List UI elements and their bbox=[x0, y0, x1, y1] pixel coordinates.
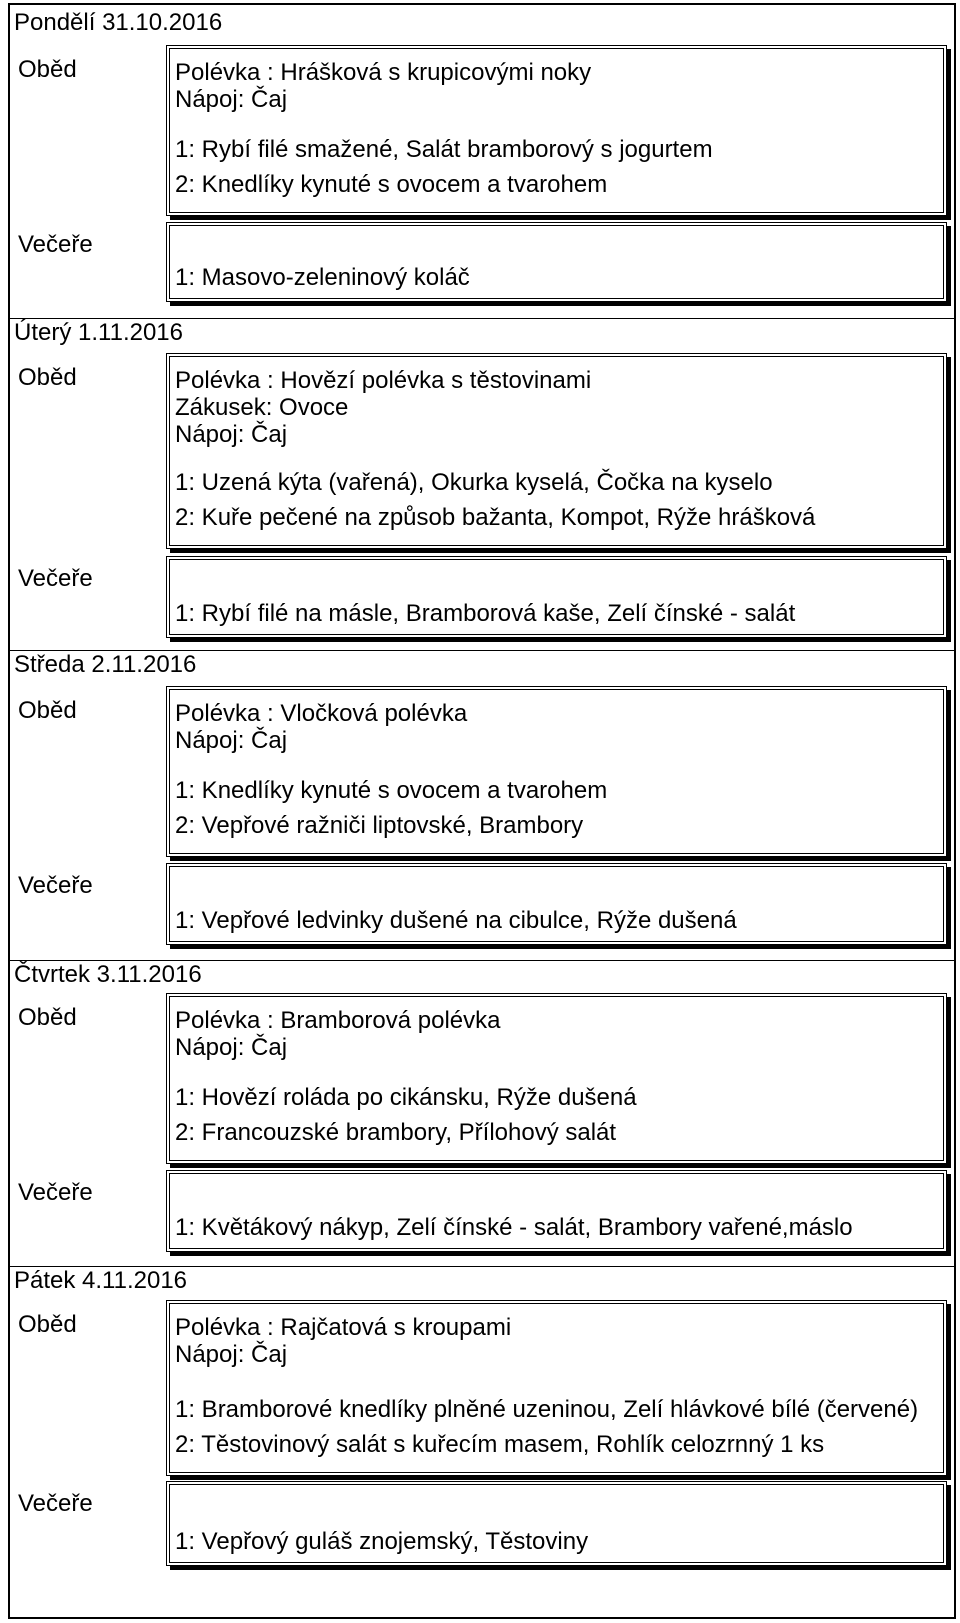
lunch-menu-line: 2: Kuře pečené na způsob bažanta, Kompot, Rýže hrášková bbox=[175, 504, 816, 531]
lunch-menu-line: 2: Těstovinový salát s kuřecím masem, Rohlík celozrnný 1 ks bbox=[175, 1431, 825, 1458]
lunch-label: Oběd bbox=[18, 697, 77, 724]
day-date: Pátek 4.11.2016 bbox=[14, 1267, 188, 1294]
lunch-label: Oběd bbox=[18, 1004, 77, 1031]
lunch-menu-line: Nápoj: Čaj bbox=[175, 727, 288, 754]
lunch-menu-line: 1: Rybí filé smažené, Salát bramborový s jogurtem bbox=[175, 136, 713, 163]
lunch-menu-line: 2: Vepřové ražniči liptovské, Brambory bbox=[175, 812, 584, 839]
lunch-menu-line: 2: Knedlíky kynuté s ovocem a tvarohem bbox=[175, 171, 608, 198]
dinner-menu-line: 1: Masovo-zeleninový koláč bbox=[175, 264, 470, 291]
lunch-menu-line: Polévka : Rajčatová s kroupami bbox=[175, 1314, 512, 1341]
lunch-label-cell bbox=[10, 993, 158, 1252]
day-date: Úterý 1.11.2016 bbox=[14, 319, 183, 346]
lunch-menu-line: Zákusek: Ovoce bbox=[175, 394, 349, 421]
lunch-label-cell bbox=[10, 45, 158, 302]
lunch-label-cell bbox=[10, 1300, 158, 1566]
day-date: Čtvrtek 3.11.2016 bbox=[14, 961, 202, 988]
dinner-label: Večeře bbox=[18, 1179, 93, 1206]
dinner-menu-line: 1: Květákový nákyp, Zelí čínské - salát, Brambory vařené,máslo bbox=[175, 1214, 853, 1241]
day-date: Pondělí 31.10.2016 bbox=[14, 9, 223, 36]
lunch-menu-line: Polévka : Hrášková s krupicovými noky bbox=[175, 59, 592, 86]
lunch-menu-line: Nápoj: Čaj bbox=[175, 86, 288, 113]
lunch-menu-line: Nápoj: Čaj bbox=[175, 1034, 288, 1061]
dinner-label: Večeře bbox=[18, 565, 93, 592]
lunch-label: Oběd bbox=[18, 1311, 77, 1338]
lunch-label-cell bbox=[10, 686, 158, 945]
dinner-label: Večeře bbox=[18, 231, 93, 258]
lunch-menu-line: Nápoj: Čaj bbox=[175, 1341, 288, 1368]
dinner-menu-line: 1: Vepřový guláš znojemský, Těstoviny bbox=[175, 1528, 589, 1555]
lunch-menu-line: 1: Knedlíky kynuté s ovocem a tvarohem bbox=[175, 777, 608, 804]
dinner-menu-line: 1: Vepřové ledvinky dušené na cibulce, Rýže dušená bbox=[175, 907, 737, 934]
day-date: Středa 2.11.2016 bbox=[14, 651, 197, 678]
dinner-menu-line: 1: Rybí filé na másle, Bramborová kaše, Zelí čínské - salát bbox=[175, 600, 796, 627]
lunch-label: Oběd bbox=[18, 364, 77, 391]
dinner-label: Večeře bbox=[18, 872, 93, 899]
lunch-menu-line: 1: Bramborové knedlíky plněné uzeninou, Zelí hlávkové bílé (červené) bbox=[175, 1396, 919, 1423]
lunch-menu-line: Nápoj: Čaj bbox=[175, 421, 288, 448]
lunch-label-cell bbox=[10, 353, 158, 638]
lunch-menu-line: 1: Uzená kýta (vařená), Okurka kyselá, Čočka na kyselo bbox=[175, 469, 773, 496]
lunch-label: Oběd bbox=[18, 56, 77, 83]
lunch-menu-line: Polévka : Vločková polévka bbox=[175, 700, 468, 727]
lunch-menu-line: 2: Francouzské brambory, Přílohový salát bbox=[175, 1119, 617, 1146]
dinner-label: Večeře bbox=[18, 1490, 93, 1517]
lunch-menu-line: 1: Hovězí roláda po cikánsku, Rýže dušená bbox=[175, 1084, 637, 1111]
lunch-menu-line: Polévka : Bramborová polévka bbox=[175, 1007, 501, 1034]
lunch-menu-line: Polévka : Hovězí polévka s těstovinami bbox=[175, 367, 592, 394]
